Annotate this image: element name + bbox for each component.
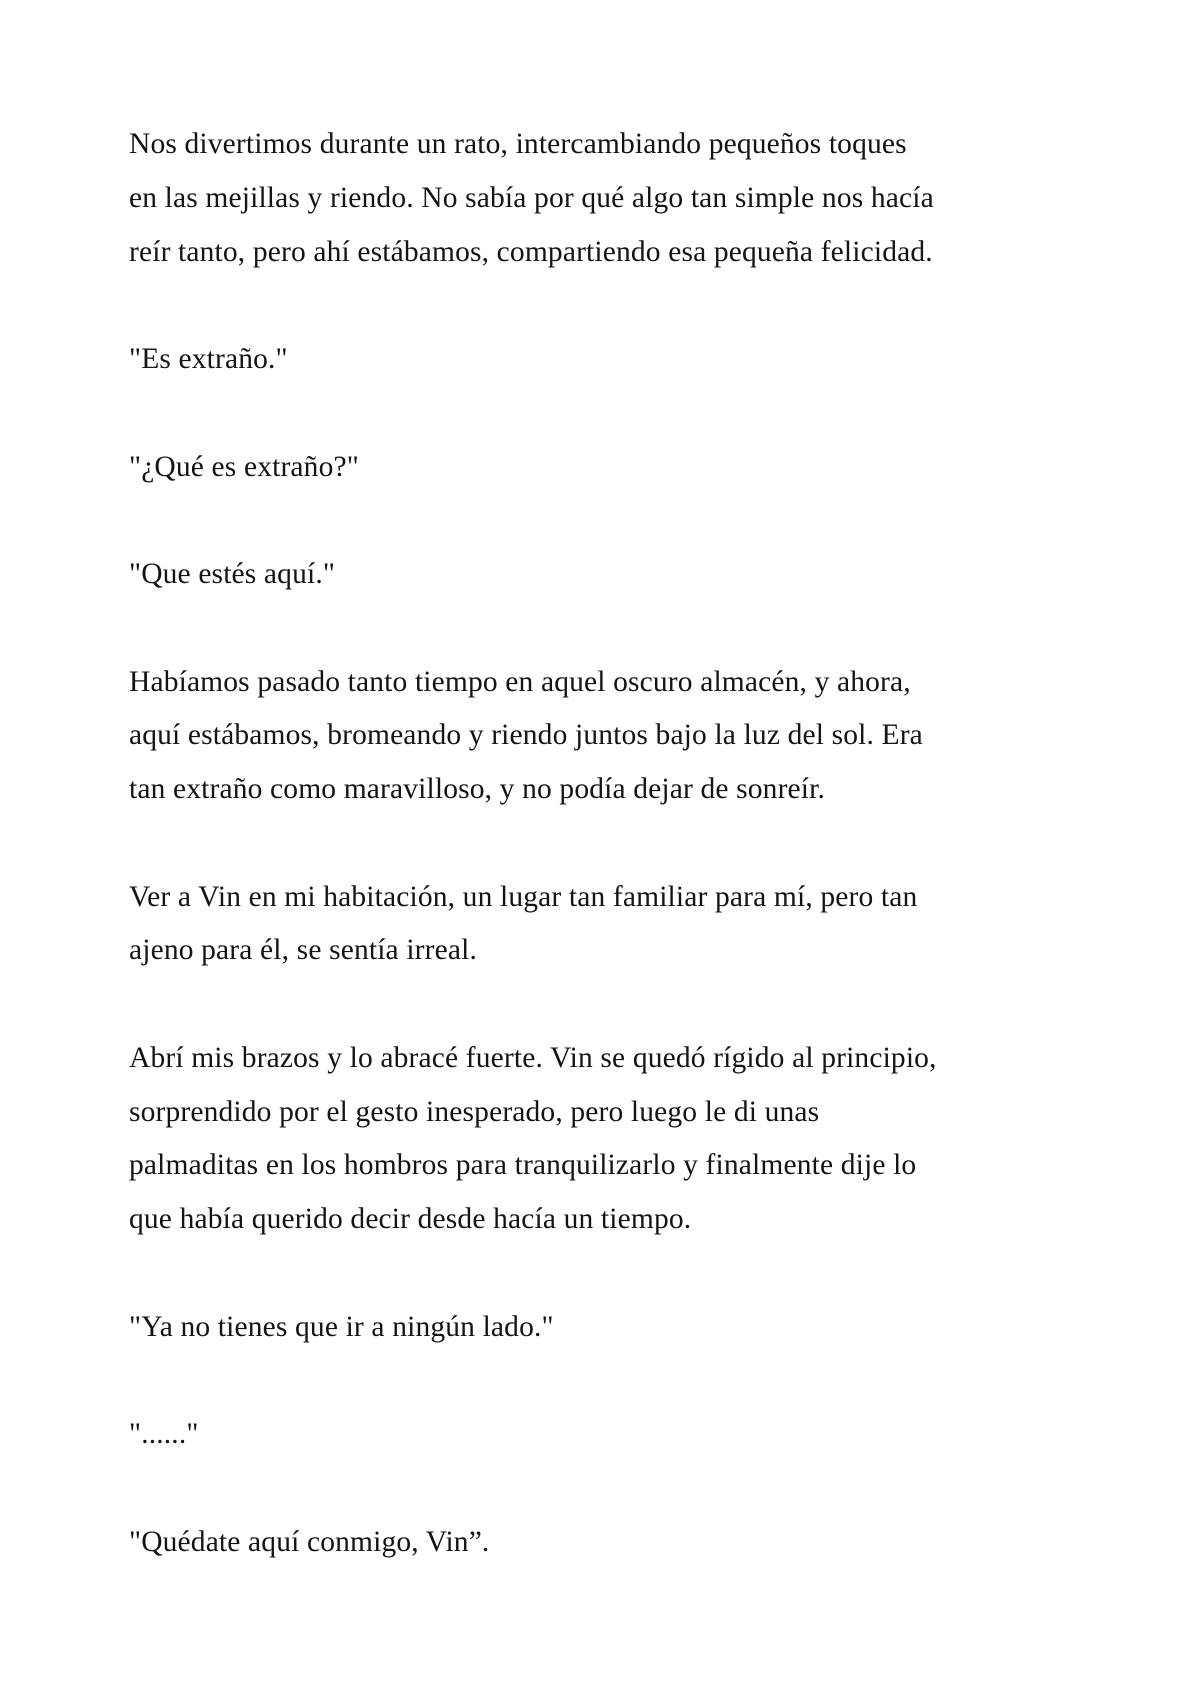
document-page: [129, 118, 1089, 1623]
text-line: "Que estés aquí.": [129, 558, 336, 590]
paragraph-dialogue-6: [129, 1516, 1089, 1570]
paragraph-dialogue-1: [129, 333, 1089, 387]
paragraph-dialogue-3: [129, 548, 1089, 602]
text-line: "Es extraño.": [129, 343, 288, 375]
text-line: Abrí mis brazos y lo abracé fuerte. Vin se quedó rígido al principio,: [129, 1041, 937, 1074]
paragraph-narration-3: [129, 871, 1089, 979]
paragraph-narration-1: [129, 118, 1089, 279]
paragraph-dialogue-2: [129, 441, 1089, 495]
text-line: en las mejillas y riendo. No sabía por qué algo tan simple nos hacía: [129, 181, 934, 214]
text-line: palmaditas en los hombros para tranquilizarlo y finalmente dije lo: [129, 1149, 917, 1182]
paragraph-dialogue-5: [129, 1408, 1089, 1462]
text-line: que había querido decir desde hacía un tiempo.: [129, 1203, 692, 1235]
text-line: tan extraño como maravilloso, y no podía dejar de sonreír.: [129, 773, 826, 805]
text-line: reír tanto, pero ahí estábamos, compartiendo esa pequeña felicidad.: [129, 235, 933, 268]
paragraph-dialogue-4: [129, 1301, 1089, 1355]
text-line: Ver a Vin en mi habitación, un lugar tan familiar para mí, pero tan: [129, 880, 918, 913]
text-line: sorprendido por el gesto inesperado, pero luego le di unas: [129, 1095, 820, 1128]
text-line: ajeno para él, se sentía irreal.: [129, 934, 477, 967]
text-line: Habíamos pasado tanto tiempo en aquel oscuro almacén, y ahora,: [129, 665, 911, 698]
paragraph-narration-2: [129, 656, 1089, 817]
text-line: aquí estábamos, bromeando y riendo juntos bajo la luz del sol. Era: [129, 719, 923, 752]
paragraph-narration-4: [129, 1032, 1089, 1247]
text-line: "¿Qué es extraño?": [129, 450, 359, 483]
text-line: "Ya no tienes que ir a ningún lado.": [129, 1310, 554, 1343]
text-line: "......": [129, 1418, 199, 1450]
text-line: Nos divertimos durante un rato, intercambiando pequeños toques: [129, 128, 907, 160]
text-line: "Quédate aquí conmigo, Vin”.: [129, 1525, 490, 1558]
